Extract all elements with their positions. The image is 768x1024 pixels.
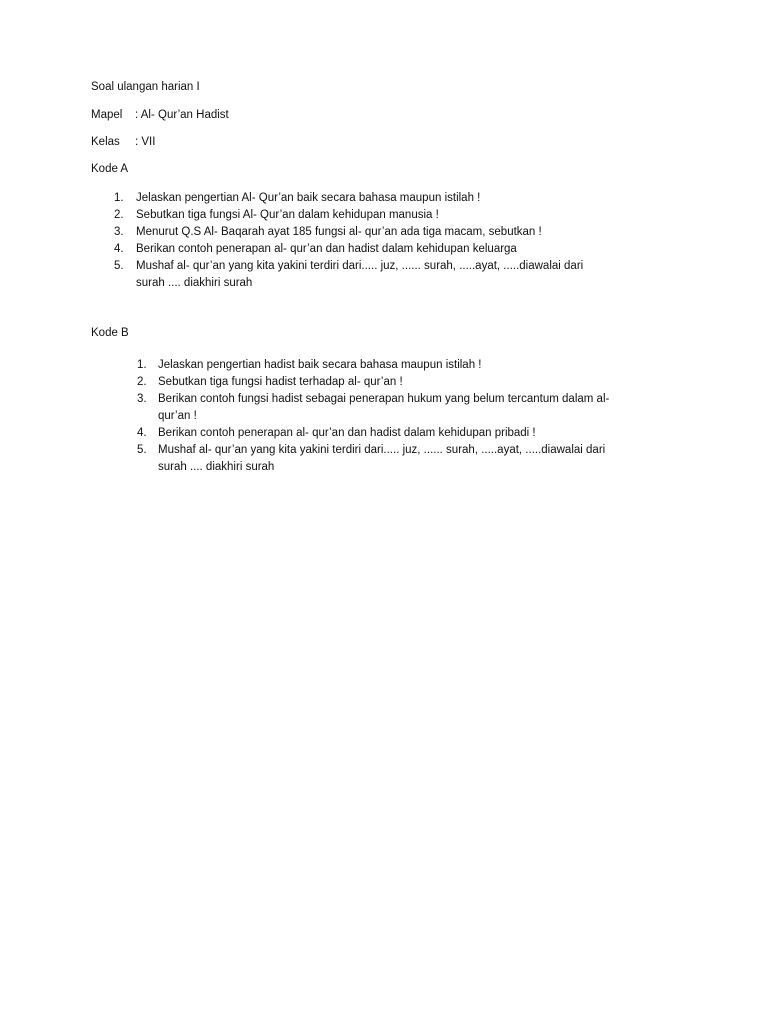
question-item [114,224,674,241]
question-item [137,357,657,374]
mapel-row [91,108,229,122]
question-item [114,190,674,207]
question-number: 2. [114,209,124,221]
question-number: 1. [114,192,124,204]
question-text: Sebutkan tiga fungsi hadist terhadap al- qur’an ! [158,376,403,388]
question-item [137,425,657,442]
question-number: 3. [137,393,147,405]
question-item [137,442,657,476]
question-text: Berikan contoh penerapan al- qur’an dan hadist dalam kehidupan keluarga [136,243,517,255]
kelas-label: Kelas [91,136,120,148]
question-text: Menurut Q.S Al- Baqarah ayat 185 fungsi al- qur’an ada tiga macam, sebutkan ! [136,226,542,238]
question-text: Berikan contoh penerapan al- qur’an dan hadist dalam kehidupan pribadi ! [158,427,536,439]
question-item [137,374,657,391]
section-b-question-list [137,357,657,476]
question-text: Jelaskan pengertian Al- Qur’an baik secara bahasa maupun istilah ! [136,192,481,204]
question-text-continued: qur’an ! [158,410,197,422]
question-text: Berikan contoh fungsi hadist sebagai penerapan hukum yang belum tercantum dalam al- [158,393,610,405]
question-item [114,258,674,292]
question-number: 3. [114,226,124,238]
question-text-continued: surah .... diakhiri surah [158,461,275,473]
question-text-continued: surah .... diakhiri surah [136,277,253,289]
section-a-heading: Kode A [91,163,129,175]
question-number: 5. [137,444,147,456]
section-a-question-list [114,190,674,292]
question-text: Mushaf al- qur’an yang kita yakini terdiri dari..... juz, ...... surah, .....ayat, .....diawalai dari [158,444,606,456]
question-number: 5. [114,260,124,272]
question-number: 4. [137,427,147,439]
mapel-label: Mapel [91,109,123,121]
kelas-value: : VII [135,136,156,148]
document-title: Soal ulangan harian I [91,81,200,93]
question-item [114,241,674,258]
question-text: Sebutkan tiga fungsi Al- Qur’an dalam kehidupan manusia ! [136,209,439,221]
question-text: Jelaskan pengertian hadist baik secara bahasa maupun istilah ! [158,359,482,371]
mapel-value: : Al- Qur’an Hadist [135,109,229,121]
question-item [114,207,674,224]
question-number: 2. [137,376,147,388]
question-number: 4. [114,243,124,255]
kelas-row [91,135,155,149]
section-b-heading: Kode B [91,327,129,339]
question-item [137,391,657,425]
question-text: Mushaf al- qur’an yang kita yakini terdiri dari..... juz, ...... surah, .....ayat, .....diawalai dari [136,260,584,272]
question-number: 1. [137,359,147,371]
